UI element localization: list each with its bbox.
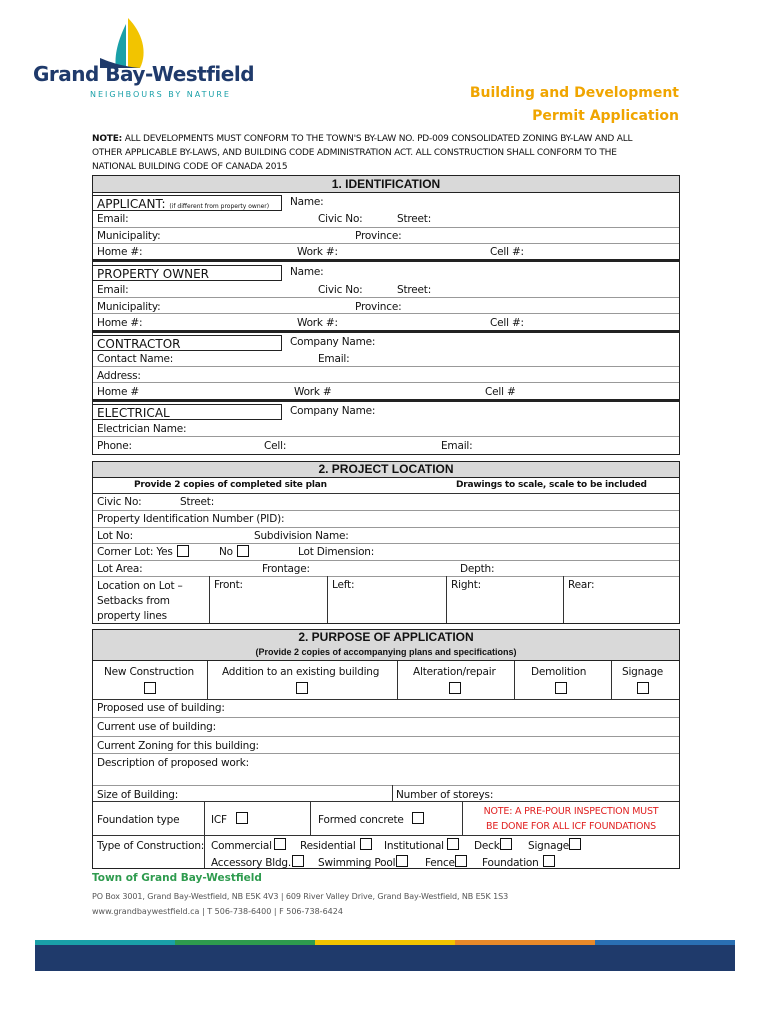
applicant-municipality-field[interactable]: Municipality:	[97, 230, 161, 242]
contractor-cell-field[interactable]: Cell #	[485, 386, 516, 398]
electrical-email-field[interactable]: Email:	[441, 440, 473, 452]
current-use-field[interactable]: Current use of building:	[97, 721, 216, 733]
construction-type-label: Type of Construction:	[97, 840, 205, 852]
note-line3: NATIONAL BUILDING CODE OF CANADA 2015	[92, 162, 288, 172]
setbacks-line1: Location on Lot –	[97, 580, 183, 592]
section3-frame	[92, 629, 680, 869]
applicant-name-field[interactable]: Name:	[290, 196, 324, 208]
applicant-civic-field[interactable]: Civic No:	[318, 213, 363, 225]
type-signage-label: Signage	[622, 666, 664, 678]
electrical-company-field[interactable]: Company Name:	[290, 405, 376, 417]
signage-construction-label: Signage	[528, 840, 570, 852]
contractor-contact-field[interactable]: Contact Name:	[97, 353, 174, 365]
setback-rear-field[interactable]: Rear:	[568, 579, 595, 591]
depth-field[interactable]: Depth:	[460, 563, 495, 575]
owner-name-field[interactable]: Name:	[290, 266, 324, 278]
lot-dimension-field[interactable]: Lot Dimension:	[298, 546, 375, 558]
commercial-label: Commercial	[211, 840, 272, 852]
pool-label: Swimming Pool	[318, 857, 396, 869]
current-zoning-field[interactable]: Current Zoning for this building:	[97, 740, 259, 752]
owner-street-field[interactable]: Street:	[397, 284, 432, 296]
owner-work-field[interactable]: Work #:	[297, 317, 338, 329]
page-title-line1: Building and Development	[469, 85, 679, 101]
applicant-email-field[interactable]: Email:	[97, 213, 129, 225]
storeys-field[interactable]: Number of storeys:	[396, 789, 494, 801]
note-line1: ALL DEVELOPMENTS MUST CONFORM TO THE TOWN'S BY-LAW NO. PD-009 CONSOLIDATED ZONING BY-LAW AND ALL	[124, 134, 633, 144]
deck-label: Deck	[474, 840, 500, 852]
applicant-sublabel: (if different from property owner)	[169, 203, 270, 210]
owner-civic-field[interactable]: Civic No:	[318, 284, 363, 296]
location-civic-field[interactable]: Civic No:	[97, 496, 142, 508]
foundation-type-label: Foundation type	[97, 814, 180, 826]
contractor-label: CONTRACTOR	[97, 337, 181, 351]
footer-address: PO Box 3001, Grand Bay-Westfield, NB E5K 4V3 | 609 River Valley Drive, Grand Bay-Westfield, NB E5K 1S3	[92, 892, 509, 901]
page-title-line2: Permit Application	[532, 108, 679, 124]
contractor-company-field[interactable]: Company Name:	[290, 336, 376, 348]
contractor-home-field[interactable]: Home #	[97, 386, 139, 398]
pid-field[interactable]: Property Identification Number (PID):	[97, 513, 285, 525]
institutional-label: Institutional	[384, 840, 444, 852]
owner-email-field[interactable]: Email:	[97, 284, 129, 296]
applicant-work-field[interactable]: Work #:	[297, 246, 338, 258]
type-demolition-label: Demolition	[531, 666, 587, 678]
applicant-province-field[interactable]: Province:	[355, 230, 402, 242]
owner-cell-field[interactable]: Cell #:	[490, 317, 524, 329]
location-street-field[interactable]: Street:	[180, 496, 215, 508]
section2-frame	[92, 461, 680, 624]
formed-concrete-label: Formed concrete	[318, 814, 404, 826]
lot-number-field[interactable]: Lot No:	[97, 530, 133, 542]
frontage-field[interactable]: Frontage:	[262, 563, 310, 575]
contractor-address-field[interactable]: Address:	[97, 370, 141, 382]
electrical-label: ELECTRICAL	[97, 406, 170, 420]
foundation-option-label: Foundation	[482, 857, 539, 869]
electrical-cell-field[interactable]: Cell:	[264, 440, 287, 452]
electrician-name-field[interactable]: Electrician Name:	[97, 423, 187, 435]
section1-frame	[92, 175, 680, 455]
icf-label: ICF	[211, 814, 227, 826]
note-line2: OTHER APPLICABLE BY-LAWS, AND BUILDING CODE ADMINISTRATION ACT. ALL CONSTRUCTION SHALL CONFORM TO THE	[92, 148, 617, 158]
applicant-cell-field[interactable]: Cell #:	[490, 246, 524, 258]
owner-home-field[interactable]: Home #:	[97, 317, 143, 329]
type-addition-label: Addition to an existing building	[222, 666, 380, 678]
footer-bar	[35, 945, 735, 971]
description-field[interactable]: Description of proposed work:	[97, 757, 249, 769]
section3-subtitle: (Provide 2 copies of accompanying plans and specifications)	[255, 647, 517, 657]
section1-title: 1. IDENTIFICATION	[331, 177, 441, 191]
type-new-construction-label: New Construction	[104, 666, 194, 678]
contractor-work-field[interactable]: Work #	[294, 386, 332, 398]
icf-note-line2: BE DONE FOR ALL ICF FOUNDATIONS	[486, 821, 656, 832]
lot-area-field[interactable]: Lot Area:	[97, 563, 143, 575]
residential-label: Residential	[300, 840, 356, 852]
type-alteration-label: Alteration/repair	[413, 666, 496, 678]
setback-front-field[interactable]: Front:	[214, 579, 243, 591]
applicant-street-field[interactable]: Street:	[397, 213, 432, 225]
applicant-home-field[interactable]: Home #:	[97, 246, 143, 258]
owner-municipality-field[interactable]: Municipality:	[97, 301, 161, 313]
proposed-use-field[interactable]: Proposed use of building:	[97, 702, 225, 714]
org-name: Grand Bay-Westfield	[33, 62, 255, 86]
subdivision-field[interactable]: Subdivision Name:	[254, 530, 349, 542]
conformance-note	[92, 132, 692, 174]
site-plan-copies: Provide 2 copies of completed site plan	[134, 480, 327, 490]
footer-contact: www.grandbaywestfield.ca | T 506-738-6400 | F 506-738-6424	[92, 907, 343, 916]
corner-lot-label: Corner Lot: Yes	[97, 546, 173, 558]
note-bold: NOTE:	[92, 134, 123, 144]
setbacks-line3: property lines	[97, 610, 167, 622]
applicant-label: APPLICANT:	[97, 197, 166, 211]
drawings-note: Drawings to scale, scale to be included	[456, 480, 647, 490]
owner-province-field[interactable]: Province:	[355, 301, 402, 313]
building-size-field[interactable]: Size of Building:	[97, 789, 179, 801]
icf-note-line1: NOTE: A PRE-POUR INSPECTION MUST	[483, 806, 659, 817]
owner-label: PROPERTY OWNER	[97, 267, 209, 281]
corner-lot-no-label: No	[219, 546, 233, 558]
section3-title: 2. PURPOSE OF APPLICATION	[298, 630, 474, 644]
contractor-email-field[interactable]: Email:	[318, 353, 350, 365]
fence-label: Fence	[425, 857, 455, 869]
section2-title: 2. PROJECT LOCATION	[318, 462, 454, 476]
setback-right-field[interactable]: Right:	[451, 579, 481, 591]
org-tagline: NEIGHBOURS BY NATURE	[90, 90, 231, 99]
setbacks-line2: Setbacks from	[97, 595, 170, 607]
setback-left-field[interactable]: Left:	[332, 579, 355, 591]
electrical-phone-field[interactable]: Phone:	[97, 440, 132, 452]
footer-town: Town of Grand Bay-Westfield	[92, 872, 262, 884]
accessory-label: Accessory Bldg.	[211, 857, 292, 869]
